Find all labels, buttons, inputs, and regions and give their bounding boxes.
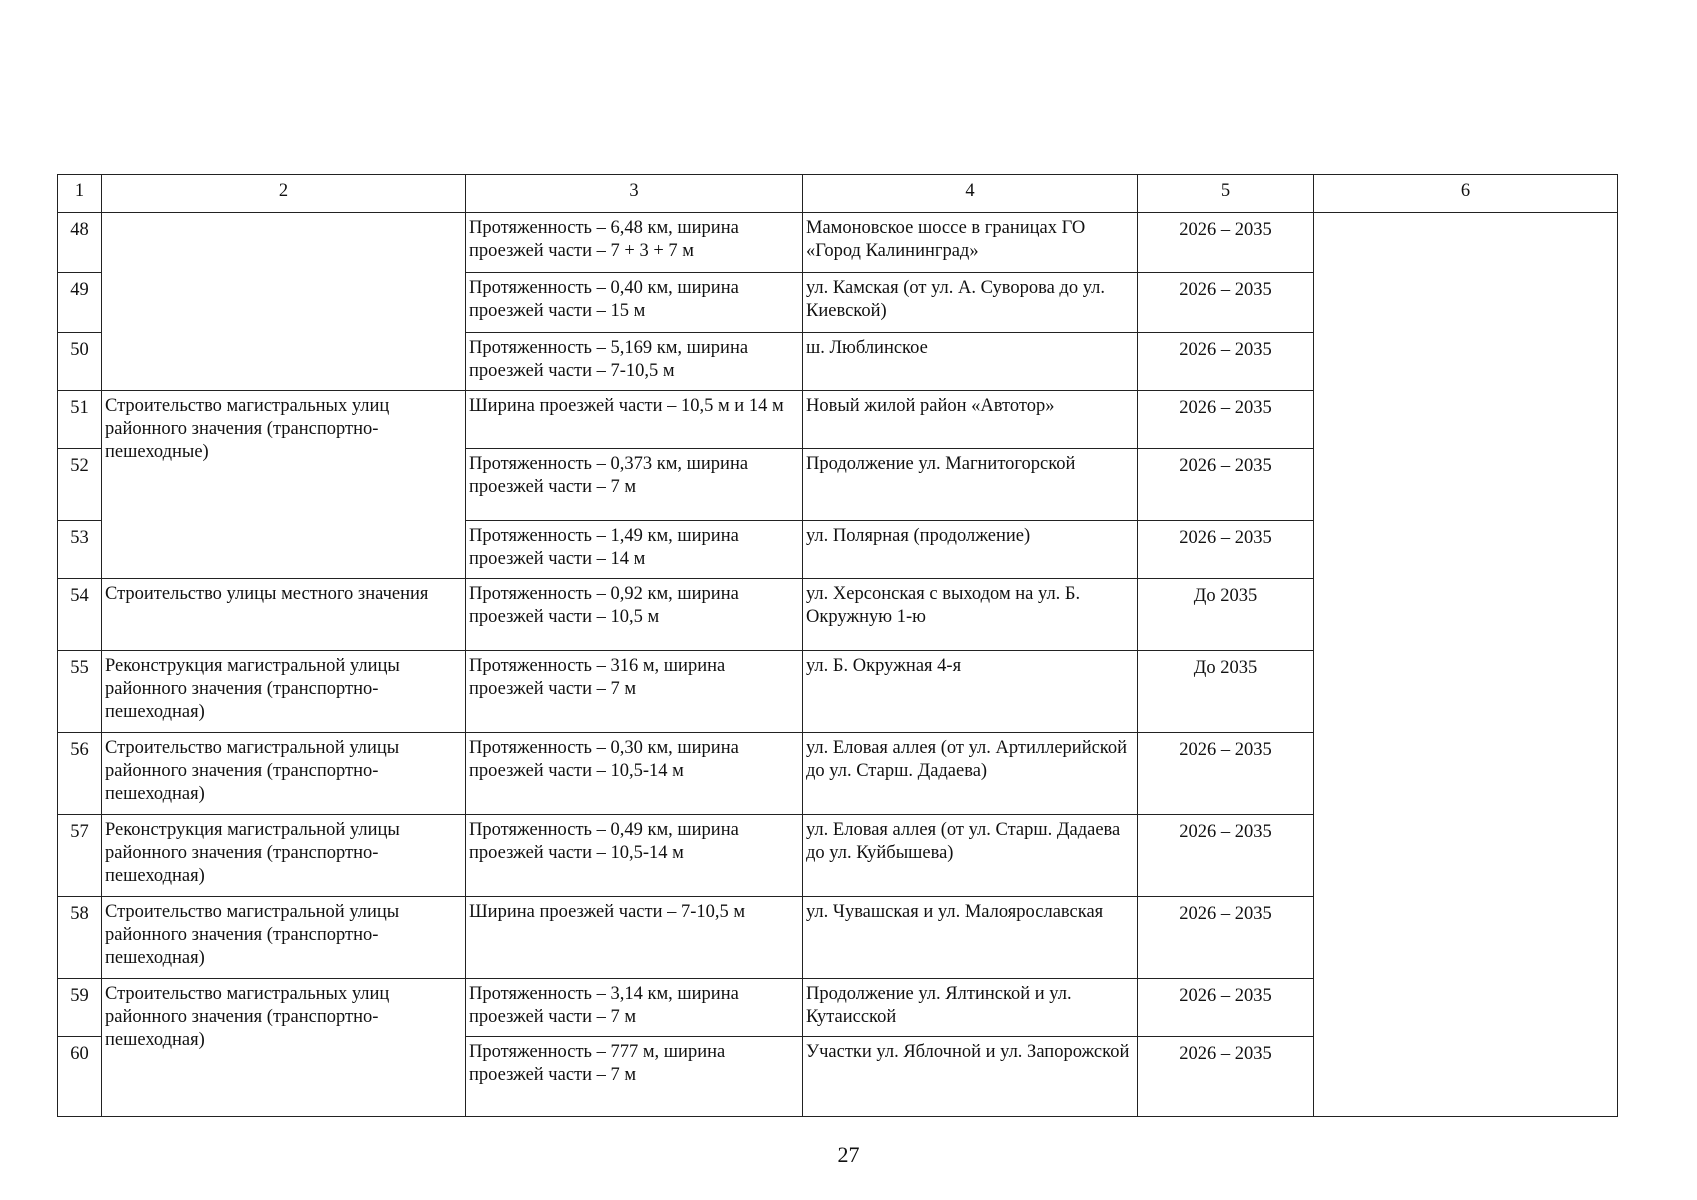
header-cell: 6 bbox=[1314, 175, 1618, 213]
header-cell: 1 bbox=[58, 175, 102, 213]
page-number: 27 bbox=[837, 1142, 860, 1167]
row-period: До 2035 bbox=[1138, 651, 1314, 733]
row-location: Продолжение ул. Магнитогорской bbox=[803, 449, 1138, 521]
header-cell: 2 bbox=[102, 175, 466, 213]
row-period: 2026 – 2035 bbox=[1138, 897, 1314, 979]
row-location: ул. Еловая аллея (от ул. Артиллерийской до ул. Старш. Дадаева) bbox=[803, 733, 1138, 815]
row-period: 2026 – 2035 bbox=[1138, 333, 1314, 391]
row-location: ул. Полярная (продолжение) bbox=[803, 521, 1138, 579]
row-work-type bbox=[102, 213, 466, 391]
row-number: 51 bbox=[58, 391, 102, 449]
row-location: ул. Б. Окружная 4-я bbox=[803, 651, 1138, 733]
row-work-type: Реконструкция магистральной улицы районного значения (транспортно-пешеходная) bbox=[102, 651, 466, 733]
row-number: 58 bbox=[58, 897, 102, 979]
row-parameters: Протяженность – 6,48 км, ширина проезжей части – 7 + 3 + 7 м bbox=[466, 213, 803, 273]
row-number: 57 bbox=[58, 815, 102, 897]
row-location: Продолжение ул. Ялтинской и ул. Кутаисской bbox=[803, 979, 1138, 1037]
row-period: 2026 – 2035 bbox=[1138, 273, 1314, 333]
row-period: 2026 – 2035 bbox=[1138, 815, 1314, 897]
row-work-type: Строительство улицы местного значения bbox=[102, 579, 466, 651]
row-location: ул. Еловая аллея (от ул. Старш. Дадаева до ул. Куйбышева) bbox=[803, 815, 1138, 897]
row-work-type: Реконструкция магистральной улицы районного значения (транспортно-пешеходная) bbox=[102, 815, 466, 897]
row-period: 2026 – 2035 bbox=[1138, 733, 1314, 815]
row-number: 52 bbox=[58, 449, 102, 521]
row-location: ул. Чувашская и ул. Малоярославская bbox=[803, 897, 1138, 979]
row-number: 49 bbox=[58, 273, 102, 333]
row-notes bbox=[1314, 213, 1618, 1117]
row-parameters: Ширина проезжей части – 10,5 м и 14 м bbox=[466, 391, 803, 449]
row-number: 54 bbox=[58, 579, 102, 651]
row-work-type: Строительство магистральной улицы районного значения (транспортно-пешеходная) bbox=[102, 733, 466, 815]
row-location: ул. Херсонская с выходом на ул. Б. Окружную 1-ю bbox=[803, 579, 1138, 651]
row-parameters: Протяженность – 316 м, ширина проезжей части – 7 м bbox=[466, 651, 803, 733]
row-location: Новый жилой район «Автотор» bbox=[803, 391, 1138, 449]
row-work-type: Строительство магистральной улицы районного значения (транспортно-пешеходная) bbox=[102, 897, 466, 979]
row-number: 60 bbox=[58, 1037, 102, 1117]
row-parameters: Протяженность – 0,40 км, ширина проезжей части – 15 м bbox=[466, 273, 803, 333]
header-cell: 5 bbox=[1138, 175, 1314, 213]
row-period: До 2035 bbox=[1138, 579, 1314, 651]
row-number: 59 bbox=[58, 979, 102, 1037]
row-number: 48 bbox=[58, 213, 102, 273]
row-period: 2026 – 2035 bbox=[1138, 1037, 1314, 1117]
table-row bbox=[58, 213, 1618, 273]
row-parameters: Протяженность – 0,373 км, ширина проезжей части – 7 м bbox=[466, 449, 803, 521]
row-location: ш. Люблинское bbox=[803, 333, 1138, 391]
row-parameters: Протяженность – 777 м, ширина проезжей части – 7 м bbox=[466, 1037, 803, 1117]
row-period: 2026 – 2035 bbox=[1138, 213, 1314, 273]
row-parameters: Протяженность – 1,49 км, ширина проезжей части – 14 м bbox=[466, 521, 803, 579]
row-number: 55 bbox=[58, 651, 102, 733]
header-cell: 4 bbox=[803, 175, 1138, 213]
header-cell: 3 bbox=[466, 175, 803, 213]
header-row bbox=[58, 175, 1618, 213]
row-parameters: Протяженность – 0,92 км, ширина проезжей части – 10,5 м bbox=[466, 579, 803, 651]
row-parameters: Протяженность – 0,49 км, ширина проезжей части – 10,5-14 м bbox=[466, 815, 803, 897]
row-parameters: Протяженность – 0,30 км, ширина проезжей части – 10,5-14 м bbox=[466, 733, 803, 815]
row-parameters: Ширина проезжей части – 7-10,5 м bbox=[466, 897, 803, 979]
row-period: 2026 – 2035 bbox=[1138, 449, 1314, 521]
row-location: ул. Камская (от ул. А. Суворова до ул. Киевской) bbox=[803, 273, 1138, 333]
row-work-type: Строительство магистральных улиц районного значения (транспортно-пешеходные) bbox=[102, 391, 466, 579]
row-period: 2026 – 2035 bbox=[1138, 979, 1314, 1037]
row-period: 2026 – 2035 bbox=[1138, 521, 1314, 579]
row-number: 50 bbox=[58, 333, 102, 391]
row-location: Участки ул. Яблочной и ул. Запорожской bbox=[803, 1037, 1138, 1117]
row-number: 56 bbox=[58, 733, 102, 815]
row-work-type: Строительство магистральных улиц районного значения (транспортно-пешеходная) bbox=[102, 979, 466, 1117]
row-period: 2026 – 2035 bbox=[1138, 391, 1314, 449]
row-number: 53 bbox=[58, 521, 102, 579]
row-parameters: Протяженность – 5,169 км, ширина проезжей части – 7-10,5 м bbox=[466, 333, 803, 391]
row-location: Мамоновское шоссе в границах ГО «Город Калининград» bbox=[803, 213, 1138, 273]
document-table bbox=[57, 174, 1618, 1117]
row-parameters: Протяженность – 3,14 км, ширина проезжей части – 7 м bbox=[466, 979, 803, 1037]
